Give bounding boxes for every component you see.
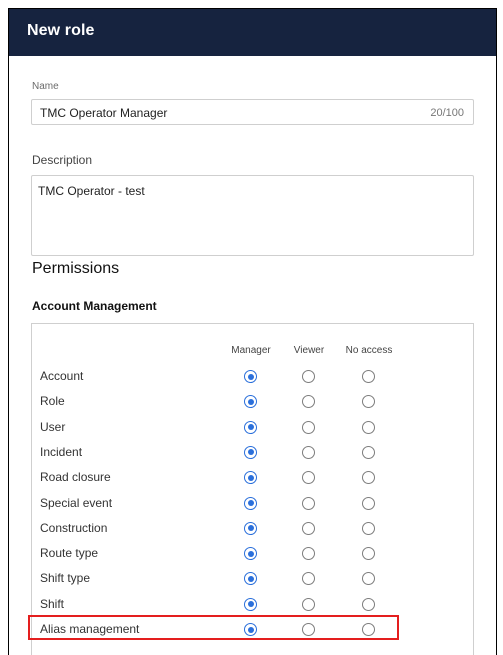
permission-row-label: Shift type xyxy=(40,571,91,586)
permission-row-label: Role xyxy=(40,394,65,409)
radio-viewer[interactable] xyxy=(302,370,315,383)
new-role-dialog xyxy=(8,8,497,655)
radio-manager[interactable] xyxy=(244,497,257,510)
radio-viewer[interactable] xyxy=(302,497,315,510)
radio-no-access[interactable] xyxy=(362,522,375,535)
permission-row-label: Road closure xyxy=(40,470,111,485)
name-label: Name xyxy=(32,81,59,92)
dialog-header xyxy=(9,9,496,56)
name-input[interactable] xyxy=(31,99,474,125)
column-header-manager: Manager xyxy=(231,345,271,356)
radio-manager[interactable] xyxy=(244,446,257,459)
permission-row-label: Alias management xyxy=(40,622,140,636)
description-value: TMC Operator - test xyxy=(38,184,145,198)
dialog-title: New role xyxy=(27,22,95,39)
section-title-account-management: Account Management xyxy=(32,299,157,313)
radio-manager[interactable] xyxy=(244,421,257,434)
column-header-viewer: Viewer xyxy=(293,345,325,356)
permission-row-label: Special event xyxy=(40,495,113,510)
radio-no-access[interactable] xyxy=(362,446,375,459)
permission-row-label: Account xyxy=(40,369,84,383)
radio-no-access[interactable] xyxy=(362,370,375,383)
radio-manager[interactable] xyxy=(244,547,257,560)
radio-no-access[interactable] xyxy=(362,547,375,560)
radio-viewer[interactable] xyxy=(302,598,315,611)
radio-viewer[interactable] xyxy=(302,623,315,636)
radio-no-access[interactable] xyxy=(362,497,375,510)
radio-viewer[interactable] xyxy=(302,421,315,434)
radio-manager[interactable] xyxy=(244,370,257,383)
permission-row-label: Construction xyxy=(40,520,108,535)
permission-row-label: User xyxy=(40,419,66,434)
radio-no-access[interactable] xyxy=(362,623,375,636)
permission-row-label: Route type xyxy=(40,546,99,561)
radio-manager[interactable] xyxy=(244,598,257,611)
radio-viewer[interactable] xyxy=(302,522,315,535)
name-input-value: TMC Operator Manager xyxy=(40,106,168,120)
description-label: Description xyxy=(32,153,93,167)
radio-manager[interactable] xyxy=(244,623,257,636)
permission-row-label: Shift xyxy=(40,596,65,611)
column-header-no-access: No access xyxy=(345,345,393,356)
radio-no-access[interactable] xyxy=(362,421,375,434)
radio-no-access[interactable] xyxy=(362,598,375,611)
radio-viewer[interactable] xyxy=(302,446,315,459)
radio-viewer[interactable] xyxy=(302,547,315,560)
description-textarea[interactable] xyxy=(31,175,474,256)
name-char-counter: 20/100 xyxy=(430,107,464,119)
permissions-title: Permissions xyxy=(32,260,120,277)
permission-row-label: Incident xyxy=(40,444,83,459)
radio-manager[interactable] xyxy=(244,522,257,535)
